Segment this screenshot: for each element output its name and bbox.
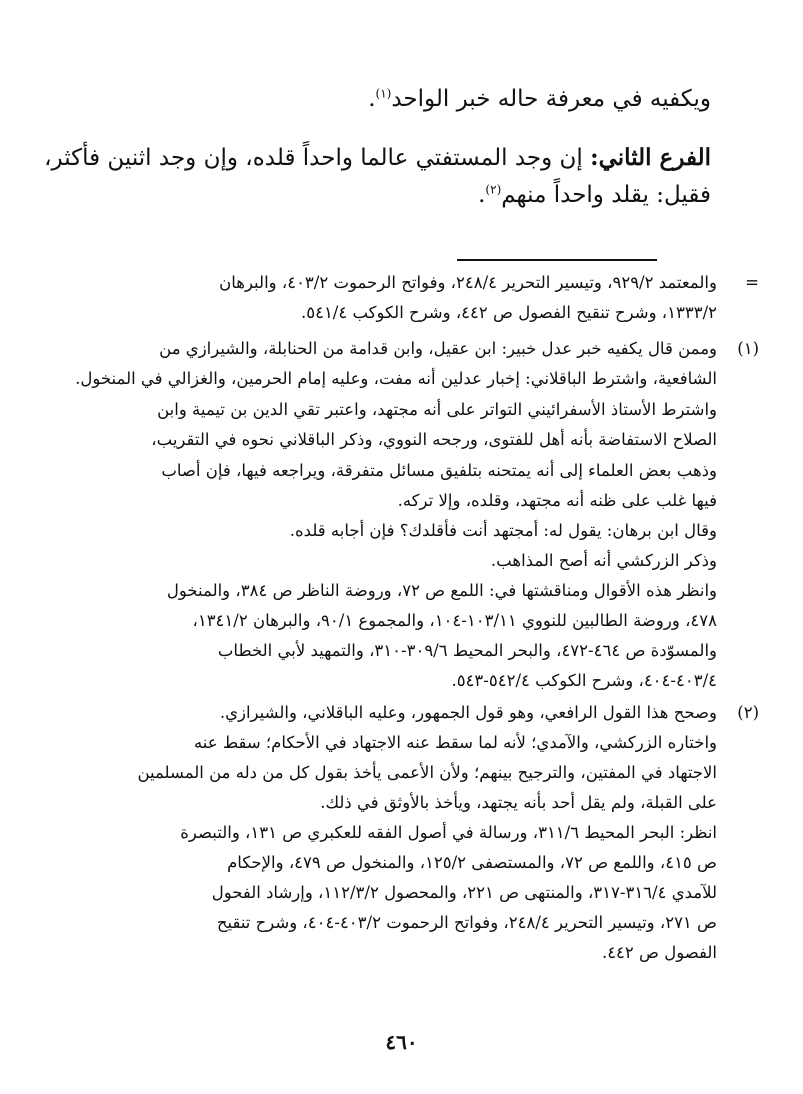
main-line-3-end: . xyxy=(478,182,486,208)
footnote-1-line: وذكر الزركشي أنه أصح المذاهب. xyxy=(490,551,717,570)
continuation-marker: = xyxy=(745,273,759,292)
footnote-2-line: الاجتهاد في المفتين، والترجيح بينهم؛ ولأن الأعمى يأخذ بقول كل من دله من المسلمين xyxy=(137,763,717,782)
footnote-2-line: ص ٢٧١، وتيسير التحرير ٢٤٨/٤، وفواتح الرحموت ٤٠٣/٢-٤٠٤، وشرح تنقيح xyxy=(216,913,717,932)
footnote-2-line: الفصول ص ٤٤٢. xyxy=(601,943,717,962)
footnote-1-line: ٤٠٣/٤-٤٠٤، وشرح الكوكب ٥٤٢/٤-٥٤٣. xyxy=(451,671,717,690)
continuation-line: ١٣٣٣/٢، وشرح تنقيح الفصول ص ٤٤٢، وشرح الكوكب ٥٤١/٤. xyxy=(300,303,717,322)
main-line-1-text: ويكفيه في معرفة حاله خبر الواحد xyxy=(391,86,711,112)
footnote-1-line: فيها غلب على ظنه أنه مجتهد، وقلده، وإلا تركه. xyxy=(397,491,717,510)
footnote-1-line: الشافعية، واشترط الباقلاني: إخبار عدلين أنه مفت، وعليه إمام الحرمين، والغزالي في المنخول. xyxy=(75,369,717,388)
footnote-1-line: وانظر هذه الأقوال ومناقشتها في: اللمع ص ٧٢، وروضة الناظر ص ٣٨٤، والمنخول xyxy=(166,581,717,600)
footnote-2-marker: (٢) xyxy=(737,703,759,722)
page-number: ٤٦٠ xyxy=(385,1030,418,1054)
footnote-1-line: الصلاح الاستفاضة بأنه أهل للفتوى، ورجحه النووي، وذكر الباقلاني نحوه في التقريب، xyxy=(151,430,717,449)
footnote-1-line: وذهب بعض العلماء إلى أنه يمتحنه بتلفيق مسائل متفرقة، ويراجعه فيها، فإن أصاب xyxy=(161,461,717,480)
footnote-2-line: واختاره الزركشي، والآمدي؛ لأنه لما سقط عنه الاجتهاد في الأحكام؛ سقط عنه xyxy=(193,733,717,752)
section-heading: الفرع الثاني: xyxy=(590,144,711,171)
footnote-2-line: على القبلة، ولم يقل أحد بأنه يجتهد، ويأخذ بالأوثق في ذلك. xyxy=(320,793,717,812)
footnote-2-line: ص ٤١٥، واللمع ص ٧٢، والمستصفى ١٢٥/٢، والمنخول ص ٤٧٩، والإحكام xyxy=(227,853,717,872)
footnote-1-line: وممن قال يكفيه خبر عدل خبير: ابن عقيل، وابن قدامة من الحنابلة، والشيرازي من xyxy=(159,339,717,358)
main-line-3-text: فقيل: يقلد واحداً منهم xyxy=(501,182,711,208)
footnote-1-line: واشترط الأستاذ الأسفرائيني التواتر على أنه مجتهد، واعتبر تقي الدين بن تيمية وابن xyxy=(157,400,717,419)
main-line-1-end: . xyxy=(368,86,376,112)
footnote-2-line: وصحح هذا القول الرافعي، وهو قول الجمهور، وعليه الباقلاني، والشيرازي. xyxy=(219,703,717,722)
footnote-2-line: للآمدي ٣١٦/٤-٣١٧، والمنتهى ص ٢٢١، والمحصول ١١٢/٣/٢، وإرشاد الفحول xyxy=(211,883,717,902)
footnote-2-line: انظر: البحر المحيط ٣١١/٦، ورسالة في أصول الفقه للعكبري ص ١٣١، والتبصرة xyxy=(180,823,717,842)
footnote-1-line: ٤٧٨، وروضة الطالبين للنووي ١٠٣/١١-١٠٤، والمجموع ٩٠/١، والبرهان ١٣٤١/٢، xyxy=(192,611,717,630)
main-line-2 xyxy=(44,144,711,171)
footnote-1-line: والمسوّدة ص ٤٦٤-٤٧٢، والبحر المحيط ٣٠٩/٦-٣١٠، والتمهيد لأبي الخطاب xyxy=(217,641,717,660)
footnote-ref-1[interactable]: (١) xyxy=(375,86,392,101)
footnote-1-line: وقال ابن برهان: يقول له: أمجتهد أنت فأقلدك؟ فإن أجابه قلده. xyxy=(289,521,717,540)
footnote-separator xyxy=(457,259,657,261)
main-line-1 xyxy=(368,86,711,112)
main-line-3 xyxy=(478,182,711,208)
continuation-line: والمعتمد ٩٢٩/٢، وتيسير التحرير ٢٤٨/٤، وفواتح الرحموت ٤٠٣/٢، والبرهان xyxy=(219,273,717,292)
main-line-2-text: إن وجد المستفتي عالما واحداً قلده، وإن وجد اثنين فأكثر، xyxy=(44,145,583,171)
footnote-1-marker: (١) xyxy=(737,339,759,358)
footnote-ref-2[interactable]: (٢) xyxy=(485,182,502,197)
